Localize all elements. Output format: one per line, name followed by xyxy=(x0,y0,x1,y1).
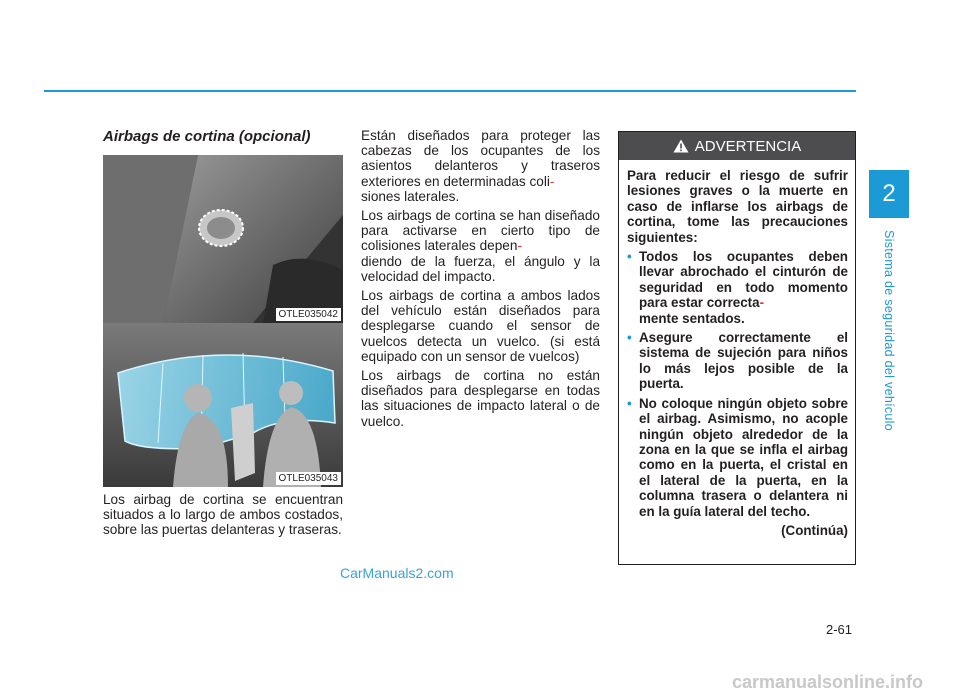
p1-part-b: siones laterales. xyxy=(361,188,460,204)
chapter-number-tab xyxy=(869,170,909,218)
left-column-text xyxy=(103,492,343,542)
image-code-2: OTLE035043 xyxy=(276,472,342,485)
chapter-title: Sistema de seguridad del vehículo xyxy=(882,230,896,431)
watermark-carmanuals2[interactable]: CarManuals2.com xyxy=(340,565,454,581)
left-paragraph: Los airbag de cortina se encuentran situados a lo largo de ambos costados, sobre las puertas delanteras y traseras. xyxy=(103,492,343,538)
hyphen-mark: - xyxy=(517,238,522,254)
p1-part-a: Están diseñados para proteger las cabezas de los ocupantes de los asientos delanteros y traseros exteriores en determinadas coli xyxy=(361,128,600,189)
item1-part-a: Todos los ocupantes deben llevar abrochado el cinturón de seguridad en todo momento para estar correcta xyxy=(639,249,848,311)
watermark-carmanualsonline: carmanualsonline.info xyxy=(732,672,924,692)
warning-item-3: • No coloque ningún objeto sobre el airbag. Asimismo, no acople ningún objeto alrededor de la zona en la que se infla el airbag como en la puerta, el cristal en el lateral de la puerta, en la columna trasera o delantera ni en la guía lateral del techo. xyxy=(627,396,848,519)
airbag-pillar-photo xyxy=(103,155,343,323)
warning-title: ADVERTENCIA xyxy=(694,137,802,155)
middle-paragraph-1 xyxy=(361,128,600,204)
top-rule xyxy=(44,90,856,92)
curtain-airbag-photo xyxy=(103,323,343,487)
middle-column xyxy=(361,128,600,433)
middle-paragraph-4: Los airbags de cortina no están diseñados para desplegarse en todas las situaciones de impacto lateral o de vuelco. xyxy=(361,368,600,429)
chapter-number: 2 xyxy=(882,180,896,207)
page-number: 2-61 xyxy=(826,622,853,637)
warning-body xyxy=(619,160,855,538)
p2-part-b: diendo de la fuerza, el ángulo y la velocidad del impacto. xyxy=(361,253,600,284)
warning-header xyxy=(619,132,855,160)
image-code-1: OTLE035042 xyxy=(276,308,342,321)
hyphen-mark: - xyxy=(759,295,765,311)
section-heading: Airbags de cortina (opcional) xyxy=(103,128,311,145)
middle-paragraph-3: Los airbags de cortina a ambos lados del vehículo están diseñados para desplegarse cuando el sensor de vuelcos detecta un vuelco. (si está equipado con un sensor de vuelcos) xyxy=(361,288,600,364)
item1-part-b: mente sentados. xyxy=(639,310,745,326)
warning-list xyxy=(627,249,848,519)
warning-box xyxy=(618,131,856,565)
warning-triangle-icon xyxy=(673,139,689,153)
continues-label: (Continúa) xyxy=(781,522,848,538)
p2-part-a: Los airbags de cortina se han diseñado para activarse en cierto tipo de colisiones laterales depen xyxy=(361,208,600,254)
warning-intro: Para reducir el riesgo de sufrir lesiones graves o la muerte en caso de inflarse los airbags de cortina, tome las precauciones siguientes: xyxy=(627,168,848,245)
hyphen-mark: - xyxy=(549,173,555,189)
warning-item-1 xyxy=(627,249,848,326)
warning-item-2: • Asegure correctamente el sistema de sujeción para niños lo más lejos posible de la puerta. xyxy=(627,330,848,392)
chapter-side-title xyxy=(878,230,900,430)
middle-paragraph-2 xyxy=(361,208,600,284)
